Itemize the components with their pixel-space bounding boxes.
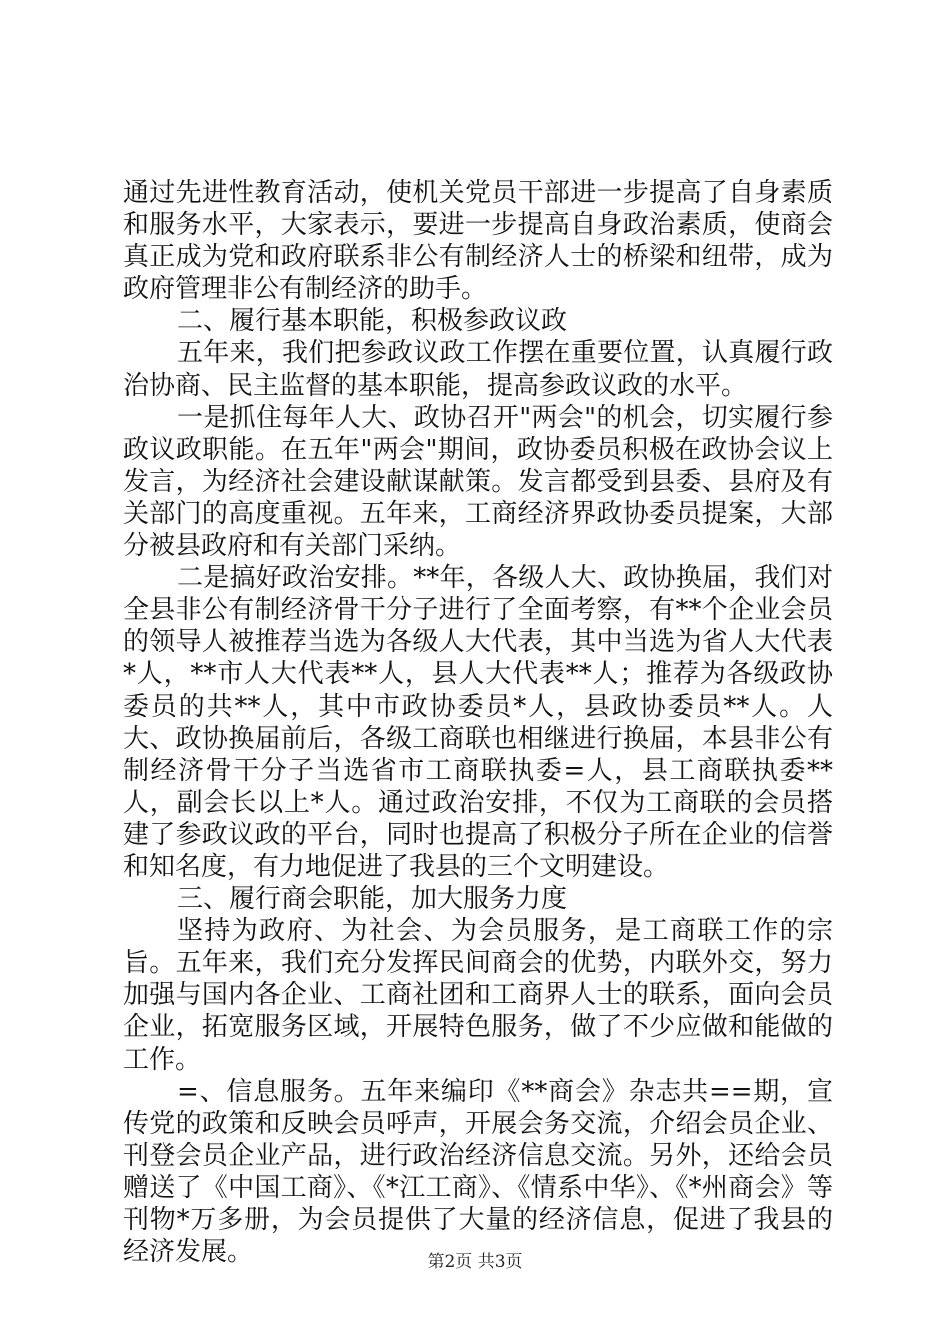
- paragraph: =、信息服务。五年来编印《**商会》杂志共==期，宣传党的政策和反映会员呼声，开展会务交流，介绍会员企业、刊登会员企业产品，进行政治经济信息交流。另外，还给会员赠送了《中国工商》、《*江工商》、《情系中华》、《*州商会》等刊物*万多册，为会员提供了大量的经济信息，促进了我县的经济发展。: [123, 1076, 833, 1268]
- paragraph: 五年来，我们把参政议政工作摆在重要位置，认真履行政治协商、民主监督的基本职能，提高参政议政的水平。: [123, 338, 833, 401]
- section-heading-3: 三、履行商会职能，加大服务力度: [177, 884, 568, 915]
- paragraph: 二是搞好政治安排。**年，各级人大、政协换届，我们对全县非公有制经济骨干分子进行了全面考察，有**个企业会员的领导人被推荐当选为各级人大代表，其中当选为省人大代表*人，**市人大代表**人，县人大代表**人；推荐为各级政协委员的共**人，其中市政协委员*人，县政协委员**人。人大、政协换届前后，各级工商联也相继进行换届，本县非公有制经济骨干分子当选省市工商联执委=人，县工商联执委**人，副会长以上*人。通过政治安排，不仅为工商联的会员搭建了参政议政的平台，同时也提高了积极分子所在企业的信誉和知名度，有力地促进了我县的三个文明建设。: [123, 563, 833, 882]
- document-body: [123, 177, 833, 1268]
- section-heading-2: 二、履行基本职能，积极参政议政: [177, 306, 568, 337]
- paragraph: 坚持为政府、为社会、为会员服务，是工商联工作的宗旨。五年来，我们充分发挥民间商会的优势，内联外交，努力加强与国内各企业、工商社团和工商界人士的联系，面向会员企业，拓宽服务区域，开展特色服务，做了不少应做和能做的工作。: [123, 916, 833, 1075]
- page-footer: 第2页 共3页: [427, 1252, 523, 1272]
- paragraph-continuation: 通过先进性教育活动，使机关党员干部进一步提高了自身素质和服务水平，大家表示，要进一步提高自身政治素质，使商会真正成为党和政府联系非公有制经济人士的桥梁和纽带，成为政府管理非公有制经济的助手。: [123, 178, 833, 305]
- paragraph: 一是抓住每年人大、政协召开"两会"的机会，切实履行参政议政职能。在五年"两会"期间，政协委员积极在政协会议上发言，为经济社会建设献谋献策。发言都受到县委、县府及有关部门的高度重视。五年来，工商经济界政协委员提案，大部分被县政府和有关部门采纳。: [123, 402, 833, 562]
